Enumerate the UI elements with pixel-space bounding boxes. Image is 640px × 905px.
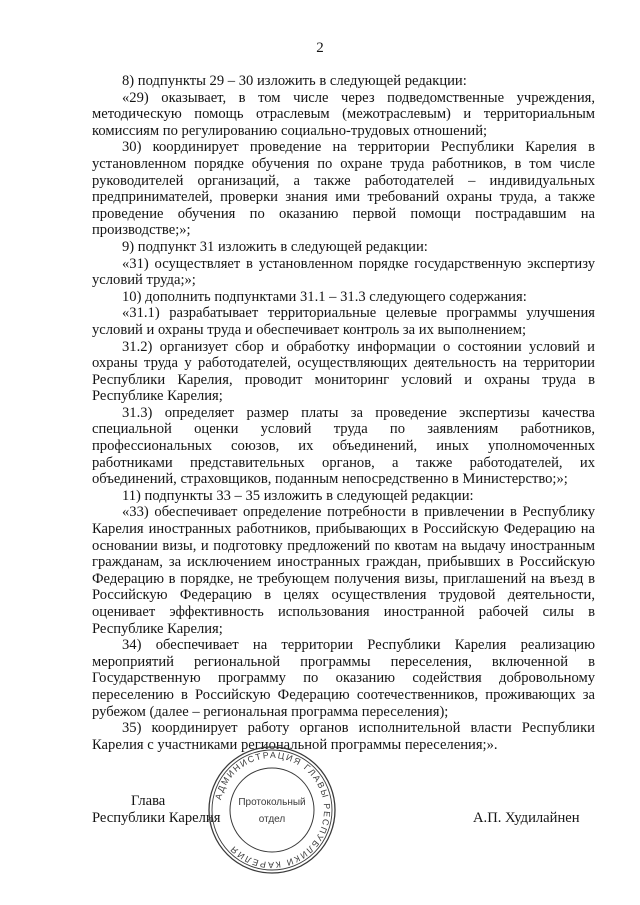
paragraph: «31.1) разрабатывает территориальные целевые программы улучшения условий и охраны труда и обеспечивает контроль за их выполнением; (92, 305, 595, 338)
document-body (92, 73, 595, 753)
stamp-seal (206, 744, 338, 876)
paragraph: 30) координирует проведение на территории Республики Карелия в установленном порядке обучения по охране труда работников, в том числе руководителей организаций, а также работодателей – индивидуальных предпринимателей, проверки знания ими требований охраны труда, а также проведение обучения по оказанию первой помощи пострадавшим на производстве;»; (92, 139, 595, 239)
signature-title: Глава (131, 793, 166, 809)
stamp-line-1: Протокольный (238, 797, 306, 808)
paragraph: 31.2) организует сбор и обработку информации о состоянии условий и охраны труда у работодателей, осуществляющих деятельность на территории Республики Карелия, проводит мониторинг условий и охраны труда в Республике Карелия; (92, 338, 595, 405)
stamp-ring-text: АДМИНИСТРАЦИЯ ГЛАВЫ РЕСПУБЛИКИ КАРЕЛИЯ (213, 749, 333, 871)
stamp-line-2: отдел (258, 814, 286, 825)
signatory-name: А.П. Худилайнен (473, 810, 580, 826)
paragraph: 11) подпункты 33 – 35 изложить в следующей редакции: (122, 487, 474, 504)
paragraph: «31) осуществляет в установленном порядке государственную экспертизу условий труда;»; (92, 255, 595, 289)
paragraph: «33) обеспечивает определение потребности в привлечении в Республику Карелия иностранных работников, прибывающих в Российскую Федерацию на основании визы, и подготовку предложений по квотам на выдачу иностранным гражданам, за исключением иностранных граждан, прибывших в Российскую Федерацию в порядке, не требующем получения визы, приглашений на въезд в Российскую Федерацию в целях осуществления трудовой деятельности, оценивает эффективность использования иностранной рабочей силы в Республике Карелия; (92, 504, 595, 637)
paragraph: «29) оказывает, в том числе через подведомственные учреждения, методическую помощь отраслевым (межотраслевым) и территориальным комиссиям по регулированию социально-трудовых отношений; (92, 89, 595, 139)
paragraph: 9) подпункт 31 изложить в следующей редакции: (122, 238, 428, 255)
paragraph: 8) подпункты 29 – 30 изложить в следующей редакции: (122, 73, 467, 89)
signature-organization: Республики Карелия (92, 810, 221, 826)
paragraph: 31.3) определяет размер платы за проведение экспертизы качества специальной оценки условий труда по заявлениям работников, профессиональных союзов, их объединений, иных уполномоченных работниками представительных органов, а также работодателей, их объединений, страховщиков, поданным непосредственно в Министерство;»; (92, 404, 595, 488)
page-number: 2 (316, 40, 324, 56)
paragraph: 10) дополнить подпунктами 31.1 – 31.3 следующего содержания: (122, 288, 527, 305)
paragraph: 35) координирует работу органов исполнительной власти Республики Карелия с участниками региональной программы переселения;». (92, 720, 595, 753)
paragraph: 34) обеспечивает на территории Республики Карелия реализацию мероприятий региональной программы переселения, включенной в Государственную программу по оказанию содействия добровольному переселению в Российскую Федерацию соотечественников, проживающих за рубежом (далее – региональная программа переселения); (92, 637, 595, 720)
